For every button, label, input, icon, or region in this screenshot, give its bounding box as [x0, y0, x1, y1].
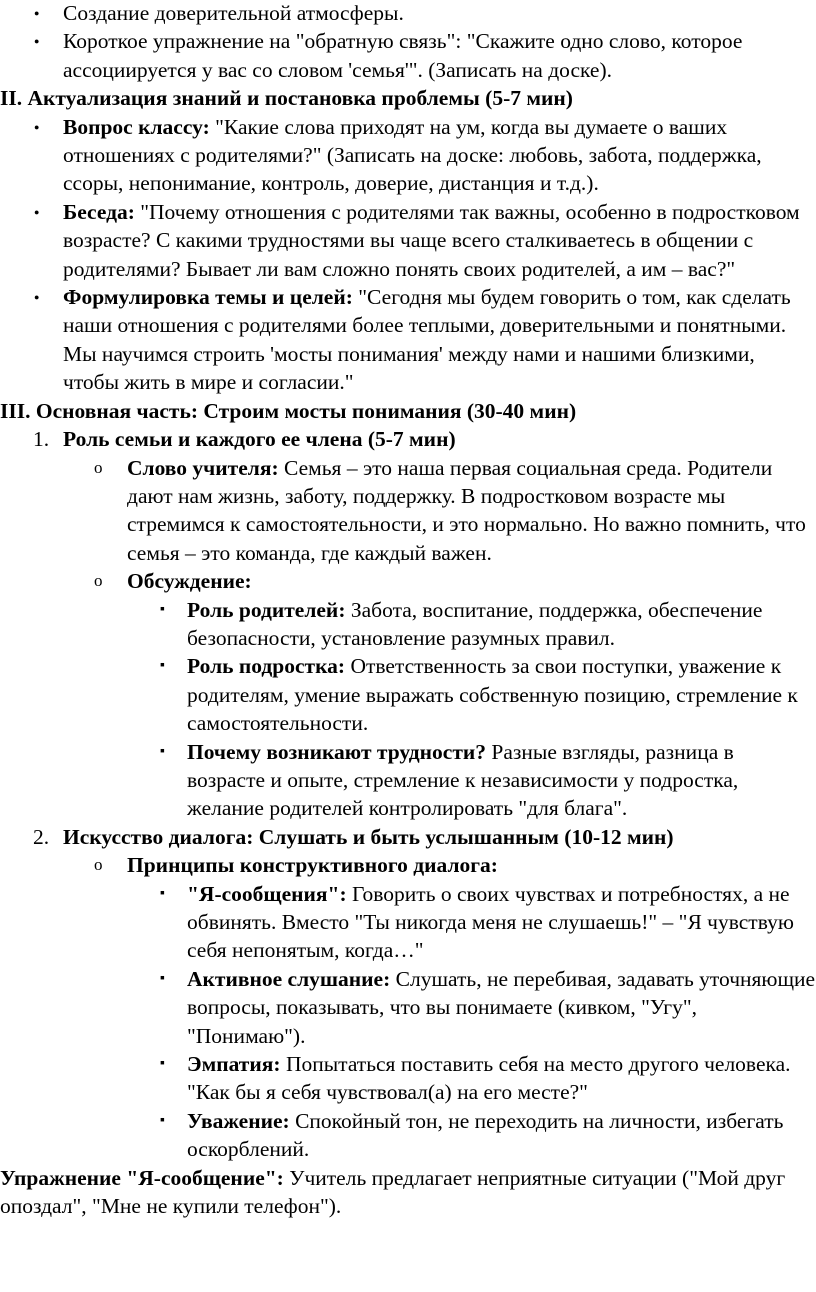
item-text: Спокойный тон, не переходить на личности, избегать оскорблений. [187, 1108, 784, 1162]
item-label: Слово учителя: [127, 455, 279, 480]
section-heading: II. Актуализация знаний и постановка проблемы (5-7 мин) [0, 86, 573, 111]
list-item [0, 113, 816, 198]
sub-sub-list-item [0, 880, 816, 965]
item-label: Принципы конструктивного диалога: [127, 853, 498, 878]
item-label: Активное слушание: [187, 966, 391, 991]
item-label: Роль родителей: [187, 597, 346, 622]
sub-list-item [0, 567, 816, 595]
list-item [0, 0, 816, 27]
numbered-item [0, 823, 816, 851]
item-text: Семья – это наша первая социальная среда. Родители дают нам жизнь, заботу, поддержку. В подростковом возрасте мы стремимся к самостоятельности, и это нормально. Но важно помнить, что семья – это команда, где каждый важен. [127, 455, 806, 565]
sub-list-item [0, 454, 816, 568]
list-item [0, 283, 816, 397]
exercise-paragraph [0, 1164, 816, 1221]
item-label: Формулировка темы и целей: [63, 285, 353, 310]
item-label: "Я-сообщения": [187, 881, 347, 906]
item-title: Роль семьи и каждого ее члена (5-7 мин) [63, 427, 456, 452]
exercise-label: Упражнение "Я-сообщение": [0, 1165, 284, 1190]
item-text: "Какие слова приходят на ум, когда вы думаете о ваших отношениях с родителями?" (Записать на доске: любовь, забота, поддержка, ссоры, непонимание, контроль, доверие, дистанция и т.д.). [63, 114, 762, 196]
numbered-item [0, 425, 816, 453]
item-label: Уважение: [187, 1108, 290, 1133]
exercise-text: Учитель предлагает неприятные ситуации ("Мой друг опоздал", "Мне не купили телефон"). [0, 1165, 786, 1219]
sub-sub-list-item [0, 1107, 816, 1164]
item-text: Ответственность за свои поступки, уважение к родителям, умение выражать собственную позицию, стремление к самостоятельности. [187, 654, 798, 736]
item-number: 2. [33, 824, 50, 849]
item-label: Обсуждение: [127, 569, 252, 594]
sub-list-item [0, 851, 816, 879]
item-label: Эмпатия: [187, 1052, 281, 1077]
sub-sub-list-item [0, 652, 816, 737]
sub-sub-list-item [0, 738, 816, 823]
item-label: Роль подростка: [187, 654, 346, 679]
item-title: Искусство диалога: Слушать и быть услышанным (10-12 мин) [63, 824, 674, 849]
item-text: Попытаться поставить себя на место другого человека. "Как бы я себя чувствовал(а) на его месте?" [187, 1052, 791, 1105]
item-number: 1. [33, 427, 50, 452]
item-text: Говорить о своих чувствах и потребностях, а не обвинять. Вместо "Ты никогда меня не слушаешь!" – "Я чувствую себя непонятым, когда…" [187, 881, 794, 963]
section-heading: III. Основная часть: Строим мосты понимания (30-40 мин) [0, 398, 577, 423]
item-text: Создание доверительной атмосферы. [63, 1, 404, 25]
item-label: Беседа: [63, 199, 135, 224]
item-label: Вопрос классу: [63, 114, 210, 139]
item-text: Забота, воспитание, поддержка, обеспечение безопасности, установление разумных правил. [187, 597, 763, 650]
item-text: Разные взгляды, разница в возрасте и опыте, стремление к независимости у подростка, желание родителей контролировать "для блага". [187, 739, 739, 821]
item-label: Почему возникают трудности? [187, 739, 487, 764]
item-text: Слушать, не перебивая, задавать уточняющие вопросы, показывать, что вы понимаете (кивком, "Угу", "Понимаю"). [187, 966, 816, 1048]
sub-sub-list-item [0, 965, 816, 1050]
sub-sub-list-item [0, 596, 816, 653]
list-item [0, 27, 816, 84]
sub-sub-list-item [0, 1050, 816, 1107]
list-item [0, 198, 816, 283]
item-text: Короткое упражнение на "обратную связь": "Скажите одно слово, которое ассоциируется у вас со словом 'семья'". (Записать на доске). [63, 29, 743, 82]
item-text: "Сегодня мы будем говорить о том, как сделать наши отношения с родителями более теплыми, доверительными и понятными. Мы научимся строить 'мосты понимания' между нами и нашими близкими, чтобы жить в мире и согласии." [63, 285, 791, 395]
item-text: "Почему отношения с родителями так важны, особенно в подростковом возрасте? С какими трудностями вы чаще всего сталкиваетесь в общении с родителями? Бывает ли вам сложно понять своих родителей, а им – вас?" [63, 199, 800, 281]
